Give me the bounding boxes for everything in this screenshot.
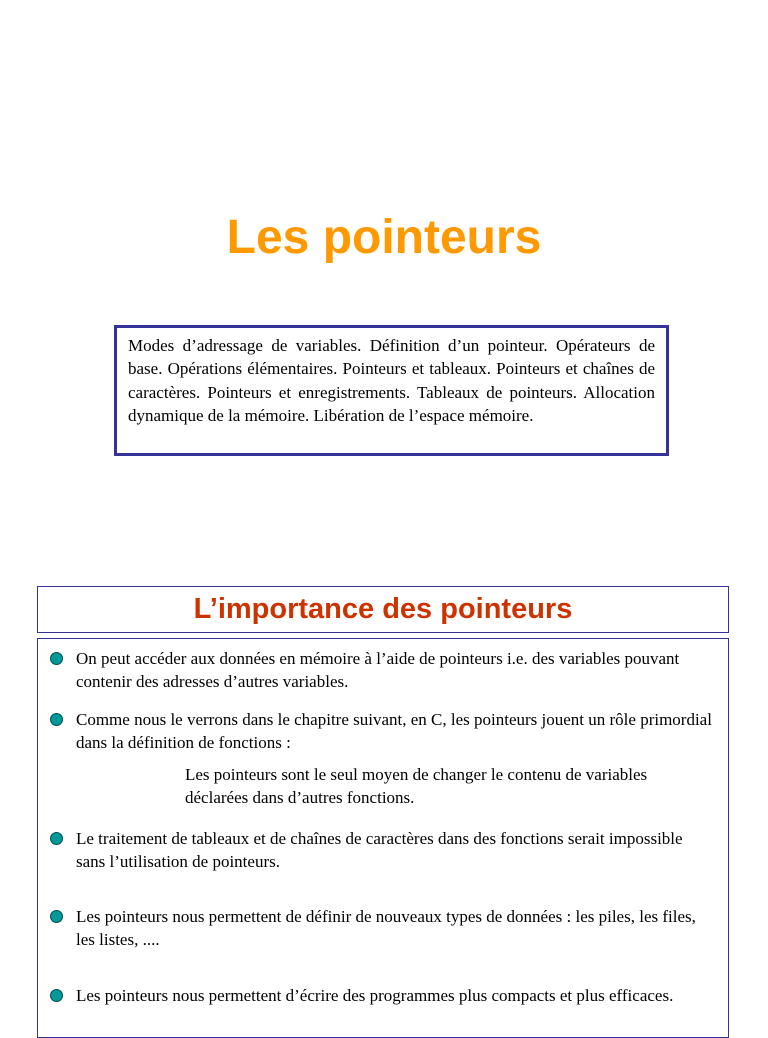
list-item [76, 827, 716, 873]
list-item [76, 708, 716, 754]
bullet-icon [50, 713, 63, 726]
list-item-text: Le traitement de tableaux et de chaînes de caractères dans des fonctions serait impossible sans l’utilisation de pointeurs. [76, 829, 683, 871]
bullet-icon [50, 652, 63, 665]
list-item-text: Comme nous le verrons dans le chapitre suivant, en C, les pointeurs jouent un rôle primordial dans la définition de fonctions : [76, 710, 712, 752]
list-item [76, 905, 716, 951]
bullet-icon [50, 910, 63, 923]
slide-title: Les pointeurs [226, 211, 542, 264]
section-title: L’importance des pointeurs [193, 593, 573, 625]
summary-box: Modes d’adressage de variables. Définition d’un pointeur. Opérateurs de base. Opérations élémentaires. Pointeurs et tableaux. Pointeurs et chaînes de caractères. Pointeurs et enregistrements. Tableaux de pointeurs. Allocation dynamique de la mémoire. Libération de l’espace mémoire. [114, 325, 669, 456]
list-item [76, 647, 716, 693]
section-header [37, 586, 729, 633]
list-item [76, 984, 716, 1007]
bullet-list [37, 638, 729, 1038]
bullet-icon [50, 832, 63, 845]
list-item-text: Les pointeurs nous permettent de définir de nouveaux types de données : les piles, les files, les listes, .... [76, 907, 696, 949]
bullet-icon [50, 989, 63, 1002]
list-item-text: On peut accéder aux données en mémoire à l’aide de pointeurs i.e. des variables pouvant contenir des adresses d’autres variables. [76, 649, 680, 691]
sub-note: Les pointeurs sont le seul moyen de changer le contenu de variables déclarées dans d’autres fonctions. [185, 765, 648, 807]
list-item-text: Les pointeurs nous permettent d’écrire des programmes plus compacts et plus efficaces. [76, 986, 674, 1005]
